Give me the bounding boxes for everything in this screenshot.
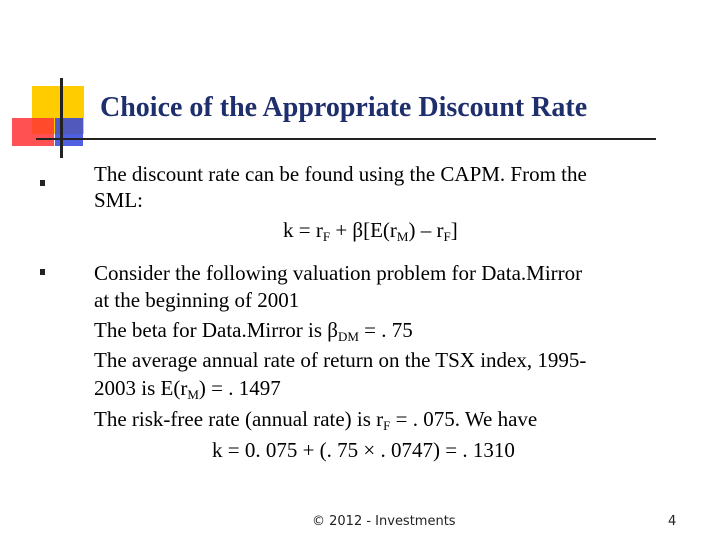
slide-title: Choice of the Appropriate Discount Rate	[100, 92, 588, 123]
beta-value: = . 75	[358, 318, 413, 342]
capm-equation	[283, 218, 458, 243]
eq-sub: F	[322, 229, 331, 244]
rf-value: = . 075. We have	[390, 407, 538, 431]
eq-part: k = r	[283, 218, 323, 242]
tsx-text: 2003 is E(r	[94, 376, 188, 400]
bullet2-line1: Consider the following valuation problem for Data.Mirror	[94, 261, 583, 285]
riskfree-line	[94, 405, 537, 434]
bullet2-line2: at the beginning of 2001	[94, 288, 300, 312]
beta-sub: DM	[337, 329, 359, 344]
beta-line	[94, 316, 413, 345]
tsx-line1: The average annual rate of return on the TSX index, 1995-	[94, 348, 587, 372]
bullet-marker	[40, 180, 45, 186]
eq-sub: F	[443, 229, 451, 244]
slide-number: 4	[668, 514, 677, 529]
bullet-marker	[40, 269, 45, 275]
eq-sub: M	[396, 229, 409, 244]
rf-text: The risk-free rate (annual rate) is r	[94, 407, 384, 431]
result-equation: k = 0. 075 + (. 75 × . 0747) = . 1310	[212, 438, 515, 462]
decor-vertical-line	[60, 78, 63, 158]
tsx-sub: M	[187, 387, 199, 402]
eq-part: + β[E(r	[330, 218, 397, 242]
eq-part: ) – r	[408, 218, 444, 242]
beta-text: The beta for Data.Mirror is β	[94, 318, 338, 342]
decor-horizontal-line	[36, 138, 656, 140]
tsx-value: ) = . 1497	[198, 376, 281, 400]
bullet1-line2: SML:	[94, 188, 144, 212]
decor-red-square	[12, 118, 54, 146]
footer-copyright: © 2012 - Investments	[312, 514, 456, 529]
bullet1-line1: The discount rate can be found using the CAPM. From the	[94, 162, 587, 186]
rf-sub: F	[383, 418, 391, 433]
eq-part: ]	[450, 218, 458, 242]
tsx-line2	[94, 374, 281, 403]
